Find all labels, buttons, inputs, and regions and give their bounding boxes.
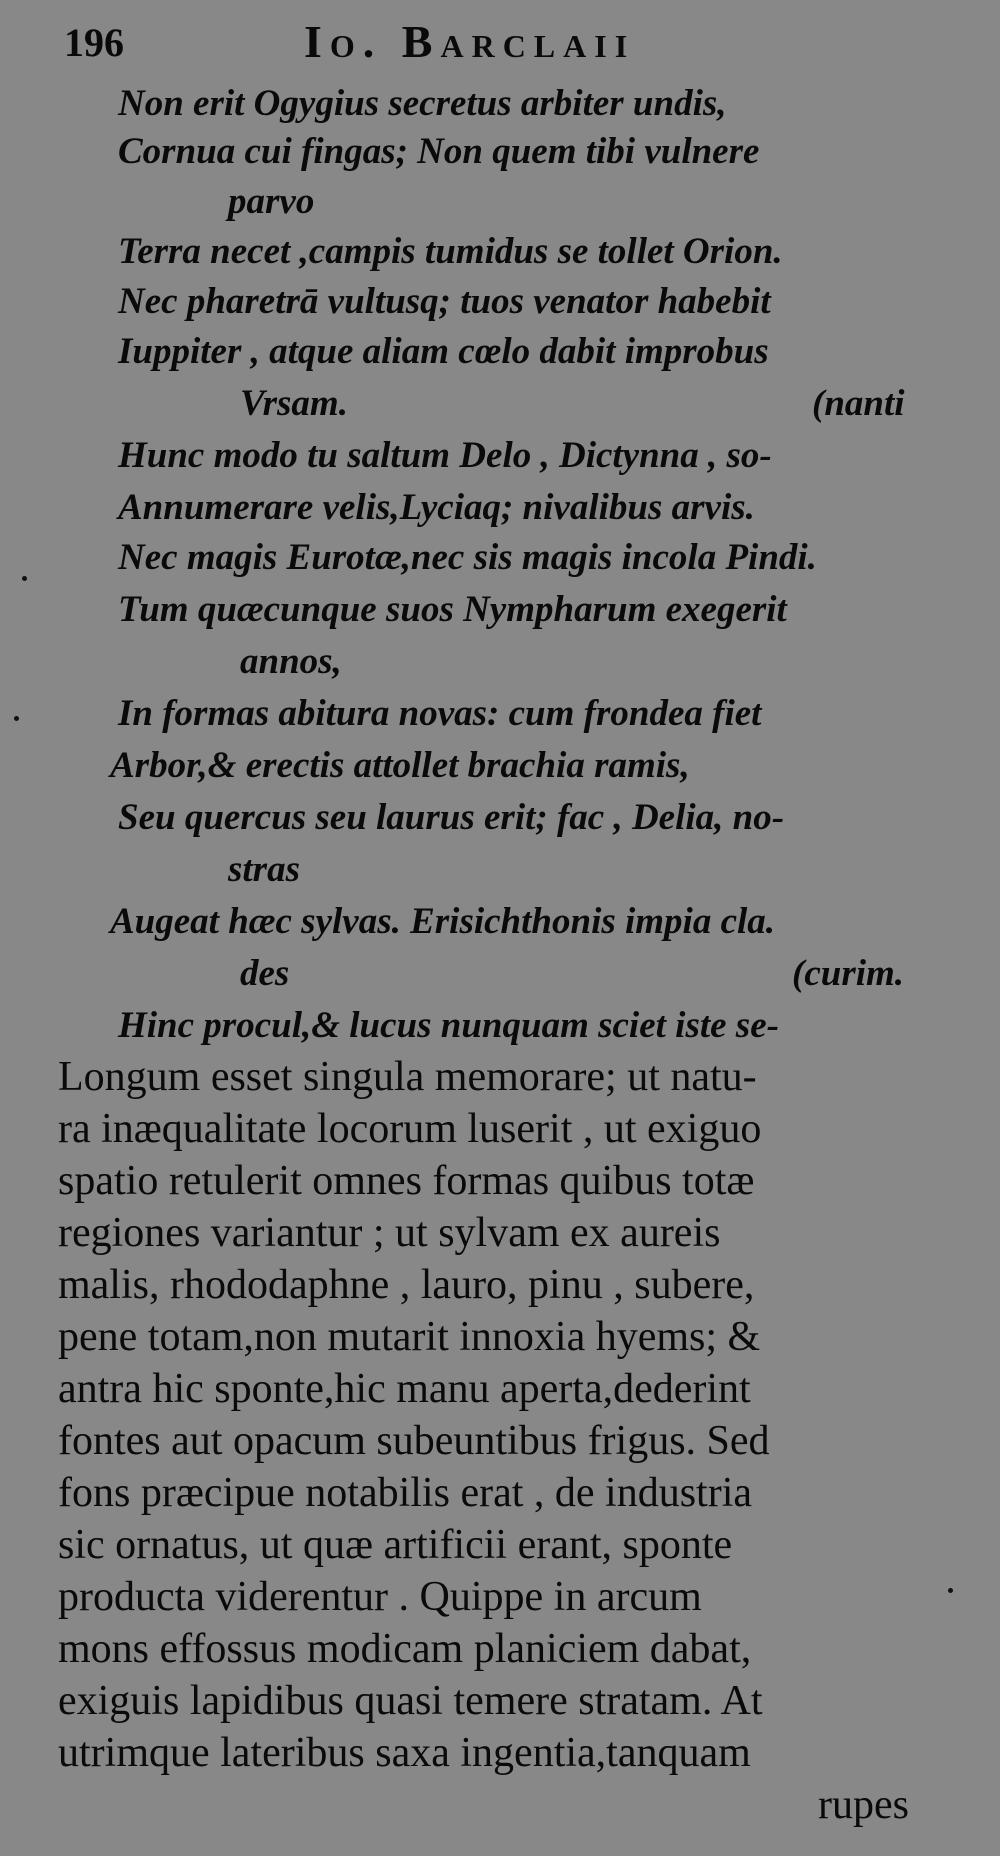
prose-line: ra inæqualitate locorum luserit , ut exiguo (58, 1106, 762, 1152)
prose-line: malis, rhododaphne , lauro, pinu , subere, (58, 1262, 755, 1308)
verse-line: Hunc modo tu saltum Delo , Dictynna , so- (118, 435, 772, 476)
verse-line: Hinc procul,& lucus nunquam sciet iste se- (118, 1005, 779, 1046)
prose-line: Longum esset singula memorare; ut natu- (58, 1054, 757, 1100)
running-head: Io. Barclaii (304, 16, 636, 67)
prose-line: spatio retulerit omnes formas quibus totæ (58, 1158, 755, 1204)
verse-line: Vrsam. (240, 383, 348, 424)
ink-speck (948, 1588, 953, 1593)
verse-line: Non erit Ogygius secretus arbiter undis, (118, 83, 727, 124)
prose-line: exiguis lapidibus quasi temere stratam. At (58, 1678, 763, 1724)
verse-line: Nec pharetrā vultusq; tuos venator habebit (118, 281, 771, 322)
verse-line: annos, (240, 641, 342, 682)
verse-line: Arbor,& erectis attollet brachia ramis, (110, 745, 690, 786)
verse-line: Seu quercus seu laurus erit; fac , Delia, no- (118, 797, 785, 838)
verse-line: Annumerare velis,Lyciaq; nivalibus arvis. (118, 487, 755, 528)
ink-speck (22, 576, 27, 581)
page-number: 196 (64, 20, 124, 65)
verse-line: (nanti (812, 383, 905, 424)
prose-line: antra hic sponte,hic manu aperta,dederint (58, 1366, 751, 1412)
verse-line: (curim. (792, 953, 905, 994)
verse-line: Augeat hæc sylvas. Erisichthonis impia cla. (110, 901, 776, 942)
verse-line: des (240, 953, 290, 994)
verse-line: In formas abitura novas: cum frondea fiet (118, 693, 762, 734)
verse-line: stras (228, 849, 300, 890)
verse-line: Nec magis Eurotæ,nec sis magis incola Pindi. (118, 537, 817, 578)
verse-line: Tum quæcunque suos Nympharum exegerit (118, 589, 787, 630)
verse-line: Terra necet ,campis tumidus se tollet Orion. (118, 231, 783, 272)
prose-line: producta viderentur . Quippe in arcum (58, 1574, 702, 1620)
prose-line: rupes (818, 1782, 909, 1828)
ink-speck (14, 716, 19, 721)
verse-line: parvo (228, 181, 315, 222)
prose-line: fons præcipue notabilis erat , de industria (58, 1470, 753, 1516)
prose-line: sic ornatus, ut quæ artificii erant, sponte (58, 1522, 733, 1568)
verse-line: Cornua cui fingas; Non quem tibi vulnere (118, 131, 760, 172)
verse-line: Iuppiter , atque aliam cœlo dabit improbus (118, 331, 769, 372)
page-header (64, 14, 944, 72)
prose-line: fontes aut opacum subeuntibus frigus. Sed (58, 1418, 770, 1464)
prose-line: pene totam,non mutarit innoxia hyems; & (58, 1314, 761, 1360)
prose-line: regiones variantur ; ut sylvam ex aureis (58, 1210, 721, 1256)
prose-line: utrimque lateribus saxa ingentia,tanquam (58, 1730, 751, 1776)
prose-line: mons effossus modicam planiciem dabat, (58, 1626, 752, 1672)
